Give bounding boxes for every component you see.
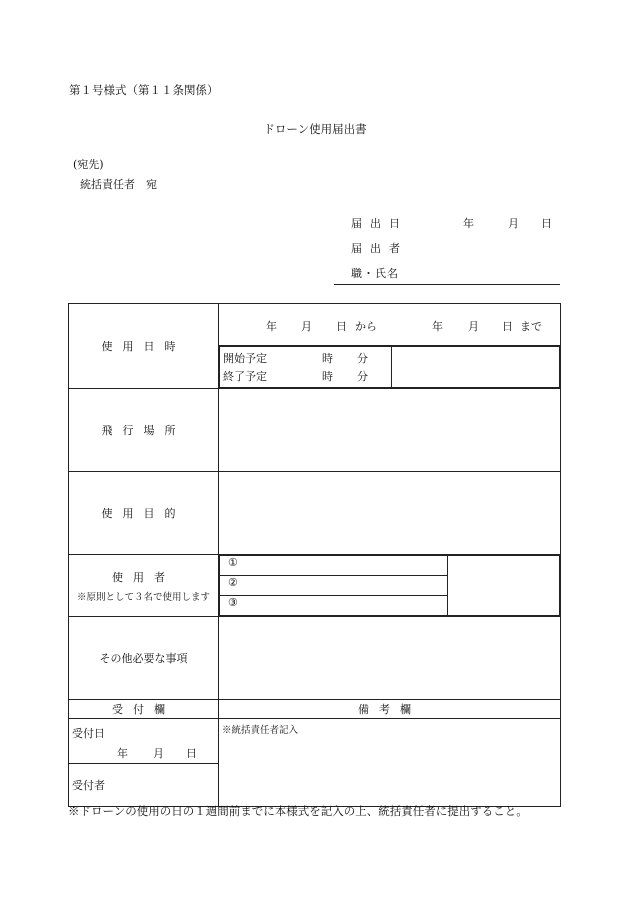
form-number: 第１号様式（第１１条関係）	[69, 83, 219, 97]
to-day-unit: 日	[502, 320, 513, 333]
user-line-3[interactable]: ③	[228, 596, 238, 609]
to-suffix: まで	[520, 320, 542, 333]
user-label: 使用者	[112, 570, 175, 584]
flight-location-label-cell	[69, 389, 219, 472]
document-title: ドローン使用届出書	[263, 122, 367, 136]
addressee: 統括責任者 宛	[80, 178, 157, 191]
other-matters-label-cell	[69, 617, 219, 700]
to-year-unit: 年	[432, 320, 443, 333]
receiver-label: 受付者	[72, 779, 105, 792]
from-suffix: から	[355, 320, 377, 333]
submission-month-unit: 月	[508, 217, 519, 230]
usage-time-table	[219, 346, 560, 388]
time-extra-cell	[392, 347, 560, 388]
user-lines-cell	[220, 556, 448, 616]
start-hour-unit: 時	[322, 352, 333, 365]
purpose-label-cell	[69, 472, 219, 555]
submission-day-unit: 日	[541, 217, 552, 230]
remarks-column-label: 備考欄	[358, 703, 421, 716]
footer-note: ※ドローンの使用の日の１週間前までに本様式を記入の上、統括責任者に提出すること。	[68, 804, 528, 818]
user-note: ※原則として３名で使用します	[76, 591, 210, 603]
user-label-cell	[69, 555, 219, 617]
addressee-label: (宛先)	[73, 158, 104, 171]
submission-date-label: 届出日	[351, 217, 408, 230]
start-minute-unit: 分	[357, 352, 368, 365]
application-table	[68, 303, 561, 807]
remarks-note: ※統括責任者記入	[222, 725, 299, 736]
submitter-label: 届出者	[351, 242, 408, 255]
end-minute-unit: 分	[357, 370, 368, 383]
reception-date-label: 受付日	[72, 727, 105, 740]
users-table	[219, 555, 560, 616]
users-extra-cell	[448, 556, 560, 616]
reception-day-unit: 日	[186, 747, 197, 760]
remarks-column-header	[219, 700, 561, 719]
flight-location-label: 飛行場所	[101, 424, 186, 437]
usage-time-cell	[219, 346, 561, 389]
reception-column-header	[69, 700, 219, 719]
usage-datetime-label: 使用日時	[101, 340, 186, 353]
end-hour-unit: 時	[322, 370, 333, 383]
from-month-unit: 月	[301, 320, 312, 333]
start-end-time-cell	[220, 347, 392, 388]
user-line-2[interactable]: ②	[220, 576, 447, 596]
from-year-unit: 年	[266, 320, 277, 333]
usage-datetime-label-cell	[69, 304, 219, 389]
reception-year-unit: 年	[117, 747, 128, 760]
signature-line	[334, 284, 560, 285]
reception-column-label: 受付欄	[112, 703, 175, 716]
purpose-field[interactable]	[219, 472, 561, 555]
submission-year-unit: 年	[463, 217, 474, 230]
usage-date-range-cell	[219, 304, 561, 346]
from-day-unit: 日	[336, 320, 347, 333]
position-name-label: 職・氏名	[351, 267, 399, 280]
end-planned-label: 終了予定	[223, 370, 267, 383]
other-matters-field[interactable]	[219, 617, 561, 700]
reception-date-cell	[69, 719, 219, 764]
user-line-1[interactable]: ①	[220, 556, 447, 576]
to-month-unit: 月	[468, 320, 479, 333]
reception-month-unit: 月	[153, 747, 164, 760]
remarks-cell[interactable]	[219, 719, 561, 807]
receiver-cell	[69, 764, 219, 807]
flight-location-field[interactable]	[219, 389, 561, 472]
purpose-label: 使用目的	[101, 507, 186, 520]
other-matters-label: その他必要な事項	[99, 652, 188, 665]
start-planned-label: 開始予定	[223, 352, 267, 365]
users-cell	[219, 555, 561, 617]
